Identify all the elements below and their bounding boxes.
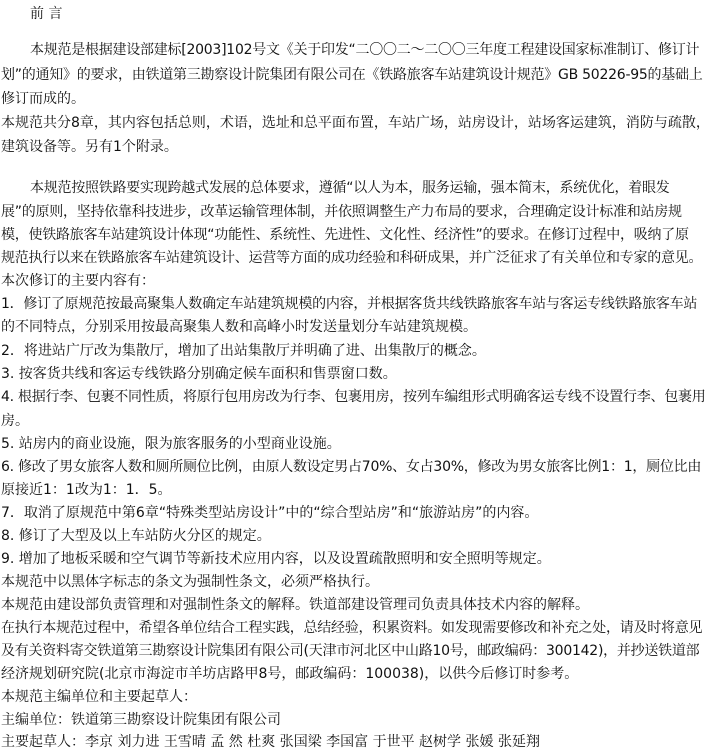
list-item: 2．将进站广厅改为集散厅，增加了出站集散厅并明确了进、出集散厅的概念。 (1, 343, 486, 359)
paragraph-line: 本规范是根据建设部建标[2003]102号文《关于印发“二〇〇二～二〇〇三年度工程建设国家标准制订、修订计 (30, 42, 700, 58)
paragraph-line: 展”的原则，坚持依靠科技进步，改革运输管理体制，并依照调整生产力布局的要求，合理确定设计标准和站房规 (1, 204, 682, 220)
paragraph-line: 本次修订的主要内容有： (1, 273, 155, 289)
feedback-paragraph-line: 及有关资料寄交铁道第三勘察设计院集团有限公司(天津市河北区中山路10号，邮政编码：300142)，并抄送铁道部 (1, 643, 700, 659)
list-item: 7．取消了原规范中第6章“特殊类型站房设计”中的“综合型站房”和“旅游站房”的内容。 (1, 505, 539, 521)
mandatory-clause-note: 本规范中以黑体字标志的条文为强制性条文，必须严格执行。 (1, 574, 379, 590)
paragraph-line: 修订而成的。 (1, 91, 85, 107)
paragraph-line: 划”的通知》的要求，由铁道第三勘察设计院集团有限公司在《铁路旅客车站建筑设计规范》GB 50226-95的基础上 (1, 67, 703, 83)
document-heading: 前 言 (30, 6, 63, 22)
paragraph-line: 本规范共分8章，其内容包括总则，术语，选址和总平面布置，车站广场，站房设计，站场客运建筑，消防与疏散， (1, 115, 710, 131)
management-note: 本规范由建设部负责管理和对强制性条文的解释。铁道部建设管理司负责具体技术内容的解释。 (1, 597, 589, 613)
list-item-continuation: 原接近1：1改为1：1．5。 (1, 482, 172, 498)
feedback-paragraph-line: 在执行本规范过程中，希望各单位结合工程实践，总结经验，积累资料。如发现需要修改和补充之处，请及时将意见 (1, 620, 703, 636)
drafters-heading: 本规范主编单位和主要起草人： (1, 689, 197, 705)
paragraph-line: 建筑设备等。另有1个附录。 (1, 139, 178, 155)
list-item: 3. 按客货共线和客运专线铁路分别确定候车面积和售票窗口数。 (1, 366, 397, 382)
list-item-continuation: 的不同特点，分别采用按最高聚集人数和高峰小时发送量划分车站建筑规模。 (1, 319, 477, 335)
list-item: 6. 修改了男女旅客人数和厕所厕位比例，由原人数设定男占70%、女占30%，修改为男女旅客比例1：1，厕位比由 (1, 459, 702, 475)
list-item: 8. 修订了大型及以上车站防火分区的规定。 (1, 528, 271, 544)
main-drafters: 主要起草人：李京 刘力进 王雪晴 孟 然 杜爽 张国梁 李国富 于世平 赵树学 张媛 张延翔 (1, 734, 540, 750)
list-item: 4. 根据行李、包裹不同性质，将原行包用房改为行李、包裹用房，按列车编组形式明确客运专线不设置行李、包裹用 (1, 389, 706, 405)
feedback-paragraph-line: 经济规划研究院(北京市海淀市羊坊店路甲8号，邮政编码：100038)，以供今后修订时参考。 (1, 666, 579, 682)
list-item: 5. 站房内的商业设施，限为旅客服务的小型商业设施。 (1, 436, 341, 452)
list-item: 9. 增加了地板采暖和空气调节等新技术应用内容，以及设置疏散照明和安全照明等规定。 (1, 551, 551, 567)
list-item-continuation: 房。 (1, 413, 29, 429)
chief-editor-unit: 主编单位：铁道第三勘察设计院集团有限公司 (1, 712, 281, 728)
paragraph-line: 规范执行以来在铁路旅客车站建筑设计、运营等方面的成功经验和科研成果，并广泛征求了有关单位和专家的意见。 (1, 250, 703, 266)
paragraph-line: 本规范按照铁路要实现跨越式发展的总体要求，遵循“以人为本，服务运输，强本简末，系统优化，着眼发 (30, 180, 670, 196)
list-item: 1．修订了原规范按最高聚集人数确定车站建筑规模的内容，并根据客货共线铁路旅客车站与客运专线铁路旅客车站 (1, 296, 698, 312)
paragraph-line: 模，使铁路旅客车站建筑设计体现“功能性、系统性、先进性、文化性、经济性”的要求。在修订过程中，吸纳了原 (1, 227, 689, 243)
